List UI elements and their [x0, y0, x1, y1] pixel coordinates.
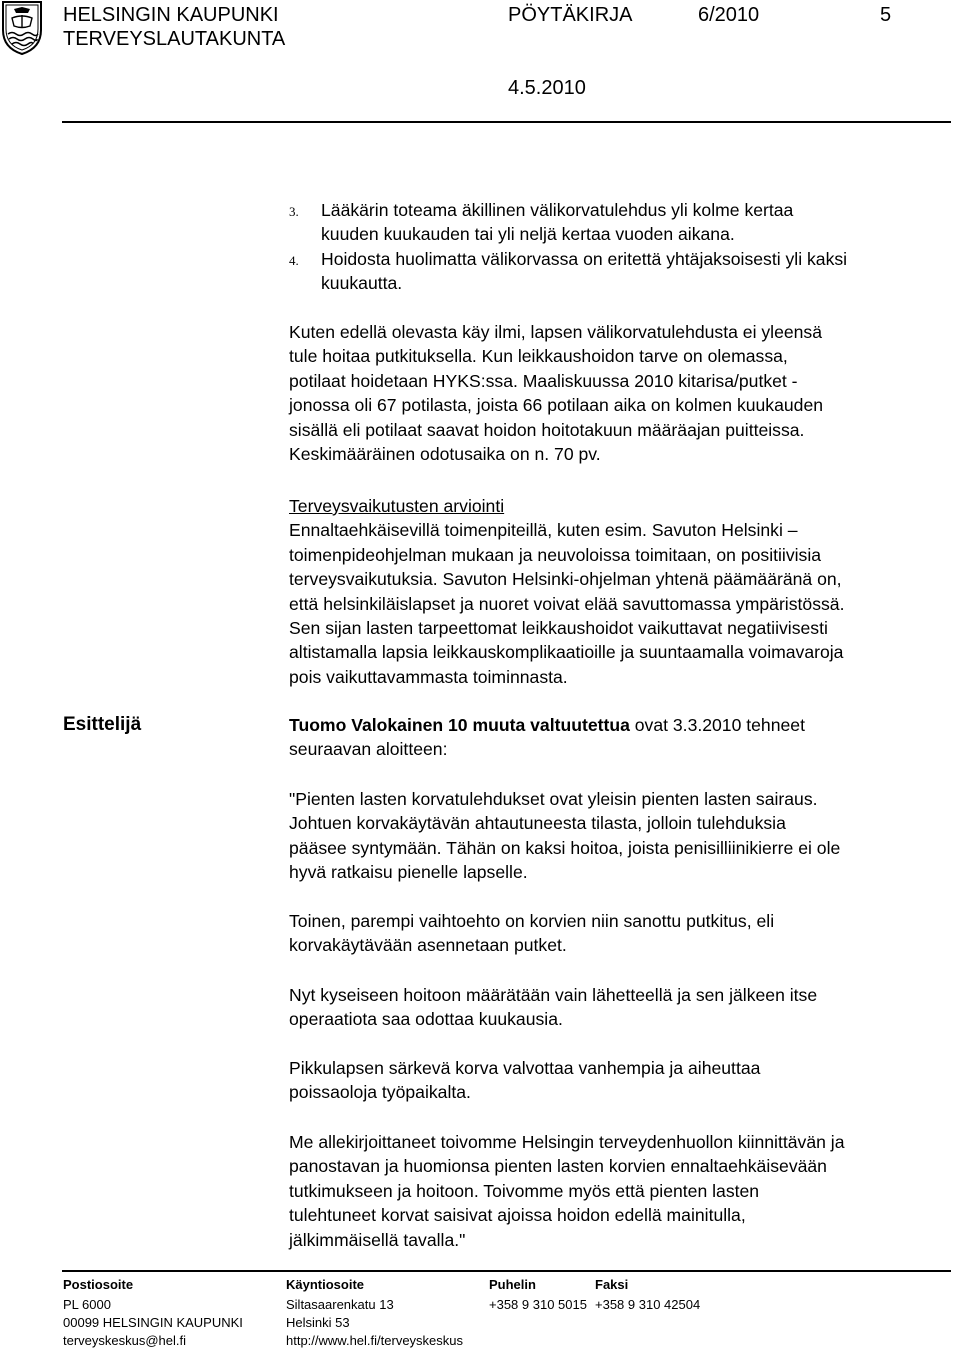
initiators: Tuomo Valokainen 10 muuta valtuutettua	[289, 715, 630, 735]
city-crest-logo	[0, 0, 44, 56]
text-line: että helsinkiläislapset ja nuoret voivat elää savuttomassa ympäristössä.	[289, 593, 845, 614]
text-line: pääsee syntymään. Tähän on kaksi hoitoa, joista penisilliinikierre ei ole	[289, 837, 841, 858]
text-line: Keskimääräinen odotusaika on n. 70 pv.	[289, 444, 601, 465]
footer-fax: +358 9 310 42504	[595, 1297, 701, 1312]
text-line: terveysvaikutuksia. Savuton Helsinki-ohjelman yhtenä päämääränä on,	[289, 569, 842, 590]
text-line: tutkimukseen ja hoitoon. Toivomme myös että pienten lasten	[289, 1180, 760, 1201]
initiative-paragraph	[289, 909, 949, 958]
footer-postal-address	[63, 1296, 243, 1350]
list-text: kuukautta.	[321, 273, 403, 294]
text-line: Toinen, parempi vaihtoehto on korvien niin sanottu putkitus, eli	[289, 911, 775, 931]
text-line: korvakäytävään asennetaan putket.	[289, 935, 567, 956]
initiative-paragraph	[289, 1056, 949, 1105]
footer-rule	[62, 1270, 951, 1272]
text-line: tulehtuneet korvat saisivat ajoissa hoidon edellä mainitulla,	[289, 1205, 746, 1226]
text-line: Me allekirjoittaneet toivomme Helsingin terveydenhuollon kiinnittävän ja	[289, 1132, 845, 1152]
text-line: jonossa oli 67 potilasta, joista 66 potilaan aika on kolmen kuukauden	[289, 395, 824, 416]
header-rule	[62, 121, 951, 123]
footer-postal-label: Postiosoite	[63, 1277, 134, 1292]
text-line: seuraavan aloitteen:	[289, 739, 448, 760]
text-line: Nyt kyseiseen hoitoon määrätään vain lähetteellä ja sen jälkeen itse	[289, 985, 818, 1005]
text-line: jälkimmäisellä tavalla."	[289, 1229, 466, 1250]
list-text: Hoidosta huolimatta välikorvassa on eritettä yhtäjaksoisesti yli kaksi	[321, 249, 848, 269]
text-line: Pikkulapsen särkevä korva valvottaa vanhempia ja aiheuttaa	[289, 1058, 761, 1078]
presenter-label: Esittelijä	[63, 714, 142, 735]
text-line: 00099 HELSINGIN KAUPUNKI	[63, 1315, 243, 1330]
text-line: Helsinki 53	[286, 1315, 350, 1330]
text-fragment: ovat 3.3.2010 tehneet	[629, 715, 805, 735]
initiative-paragraph	[289, 1130, 949, 1252]
text-line: Ennaltaehkäisevillä toimenpiteillä, kuten esim. Savuton Helsinki –	[289, 520, 798, 541]
board-name: TERVEYSLAUTAKUNTA	[63, 28, 286, 50]
website-link[interactable]: http://www.hel.fi/terveyskeskus	[286, 1333, 464, 1348]
list-text: kuuden kuukauden tai yli neljä kertaa vuoden aikana.	[321, 224, 735, 245]
meeting-date: 4.5.2010	[508, 77, 586, 99]
text-line: panostavan ja huomionsa pienten lasten korvien ennaltaehkäisevään	[289, 1156, 827, 1177]
list-item	[289, 247, 949, 296]
document-type: PÖYTÄKIRJA	[508, 4, 633, 26]
impact-heading: Terveysvaikutusten arviointi	[289, 496, 505, 516]
text-line: Siltasaarenkatu 13	[286, 1297, 394, 1312]
text-line: toimenpideohjelman mukaan ja neuvoloissa toimitaan, on positiivisia	[289, 544, 822, 565]
text-line: potilaat hoidetaan HYKS:ssa. Maaliskuussa 2010 kitarisa/putket -	[289, 370, 798, 391]
text-line: poissaoloja työpaikalta.	[289, 1082, 471, 1103]
text-line: Sen sijan lasten tarpeettomat leikkaushoidot vaikuttavat negatiivisesti	[289, 618, 828, 639]
text-line: PL 6000	[63, 1297, 111, 1312]
impact-section	[289, 494, 949, 689]
initiative-paragraph	[289, 787, 949, 885]
list-item	[289, 198, 949, 247]
footer-fax-label: Faksi	[595, 1277, 629, 1292]
paragraph-waiting-times	[289, 320, 949, 466]
page-number: 5	[880, 4, 892, 26]
text-line: Johtuen korvakäytävän ahtautuneesta tilasta, jolloin tulehduksia	[289, 813, 786, 834]
text-line: operaatiota saa odottaa kuukausia.	[289, 1009, 563, 1030]
org-name: HELSINGIN KAUPUNKI	[63, 4, 279, 26]
text-line: hyvä ratkaisu pienelle lapselle.	[289, 862, 528, 883]
list-number: 3.	[289, 204, 299, 219]
document-number: 6/2010	[698, 4, 760, 26]
text-line: altistamalla lapsia leikkauskomplikaatioille ja suuntaamalla voimavaroja	[289, 642, 844, 663]
text-line: Kuten edellä olevasta käy ilmi, lapsen välikorvatulehdusta ei yleensä	[289, 322, 823, 342]
text-line: tule hoitaa putkituksella. Kun leikkaushoidon tarve on olemassa,	[289, 346, 788, 367]
list-text: Lääkärin toteama äkillinen välikorvatulehdus yli kolme kertaa	[321, 200, 794, 220]
presenter-section	[289, 713, 949, 762]
email-link[interactable]: terveyskeskus@hel.fi	[63, 1333, 187, 1348]
footer-visit-address	[286, 1296, 463, 1350]
footer-phone-label: Puhelin	[489, 1277, 536, 1292]
text-line: sisällä eli potilaat saavat hoidon hoitotakuun määräajan puitteissa.	[289, 419, 805, 440]
text-line: "Pienten lasten korvatulehdukset ovat yleisin pienten lasten sairaus.	[289, 789, 818, 809]
text-line: pois vaikuttavammasta toiminnasta.	[289, 666, 568, 687]
footer-phone: +358 9 310 5015	[489, 1297, 587, 1312]
initiative-paragraph	[289, 983, 949, 1032]
footer-visit-label: Käyntiosoite	[286, 1277, 365, 1292]
text-line	[289, 713, 949, 737]
list-number: 4.	[289, 253, 299, 268]
